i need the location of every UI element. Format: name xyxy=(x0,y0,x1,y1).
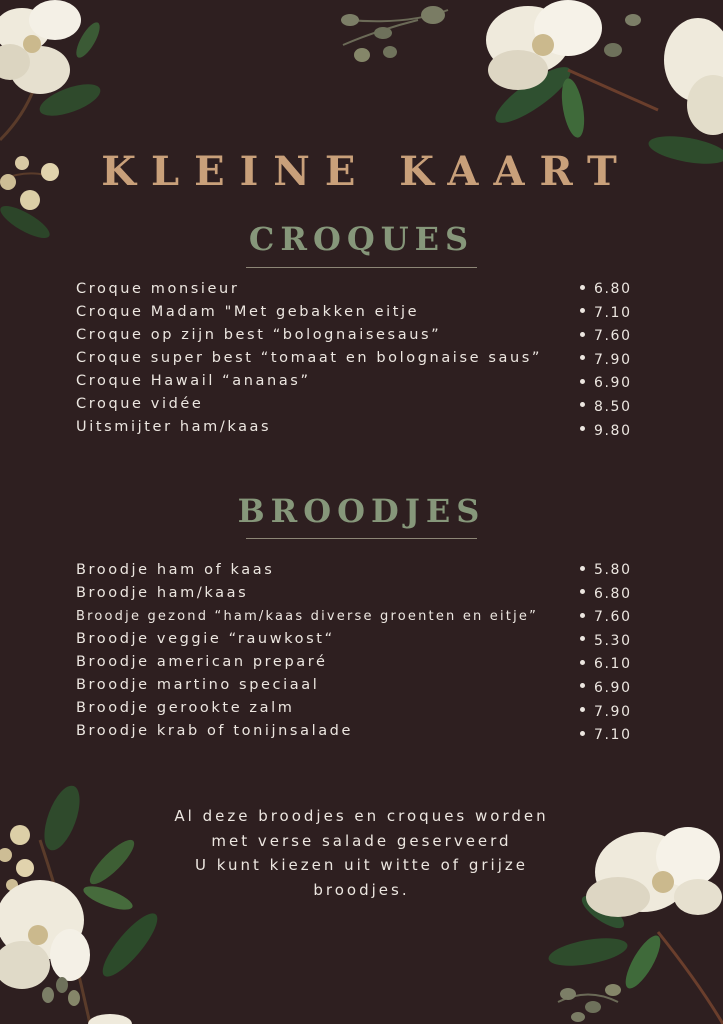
menu-item-name: Croque vidée xyxy=(76,396,204,412)
menu-item-name: Broodje gerookte zalm xyxy=(76,700,295,716)
croques-price-list xyxy=(580,278,632,443)
menu-item-price: 5.80 xyxy=(580,559,632,583)
menu-item-name: Croque op zijn best “bolognaisesaus” xyxy=(76,327,442,343)
menu-item-price: 6.90 xyxy=(580,677,632,701)
menu-item-price: 5.30 xyxy=(580,630,632,654)
eucalyptus-sprig-icon xyxy=(42,977,80,1006)
menu-item-name: Uitsmijter ham/kaas xyxy=(76,419,272,435)
menu-item-name: Croque monsieur xyxy=(76,281,240,297)
broodjes-item-list xyxy=(76,559,538,743)
green-leaf-icon xyxy=(95,907,160,984)
eucalyptus-sprig-icon xyxy=(558,984,621,1022)
menu-item-name: Broodje gezond “ham/kaas diverse groenten en eitje” xyxy=(76,609,539,624)
section-heading-croques: CROQUES xyxy=(248,220,475,258)
bullet-icon xyxy=(580,332,585,337)
bullet-icon xyxy=(580,426,585,431)
menu-item-name: Croque Madam "Met gebakken eitje xyxy=(76,304,420,320)
footer-note-line: met verse salade geserveerd xyxy=(211,831,512,850)
bullet-icon xyxy=(580,379,585,384)
section-heading-broodjes: BROODJES xyxy=(237,492,486,530)
bullet-icon xyxy=(580,683,585,688)
menu-item-price: 6.90 xyxy=(580,372,632,396)
menu-item-name: Broodje ham of kaas xyxy=(76,562,275,578)
magnolia-flower-icon xyxy=(0,0,81,94)
bullet-icon xyxy=(580,636,585,641)
bullet-icon xyxy=(580,707,585,712)
menu-item-price: 7.10 xyxy=(580,302,632,326)
menu-item-price: 7.10 xyxy=(580,724,632,748)
green-leaf-icon xyxy=(548,933,629,971)
bullet-icon xyxy=(580,355,585,360)
menu-item-price: 7.90 xyxy=(580,701,632,725)
menu-item-name: Broodje veggie “rauwkost“ xyxy=(76,631,335,647)
section-divider xyxy=(246,538,477,539)
magnolia-flower-icon xyxy=(664,18,723,135)
menu-item-price: 6.10 xyxy=(580,653,632,677)
bullet-icon xyxy=(580,613,585,618)
menu-item-name: Broodje ham/kaas xyxy=(76,585,249,601)
floral-decoration-top-left xyxy=(0,0,110,245)
bullet-icon xyxy=(580,731,585,736)
croques-item-list xyxy=(76,278,542,439)
bullet-icon xyxy=(580,285,585,290)
menu-item-price: 9.80 xyxy=(580,420,632,444)
menu-item-name: Broodje martino speciaal xyxy=(76,677,320,693)
broodjes-price-list xyxy=(580,559,632,748)
section-divider xyxy=(246,267,477,268)
footer-note-line: Al deze broodjes en croques worden xyxy=(174,807,549,825)
menu-item-name: Broodje american preparé xyxy=(76,654,328,670)
bullet-icon xyxy=(580,566,585,571)
menu-item-price: 6.80 xyxy=(580,583,632,607)
menu-item-price: 7.60 xyxy=(580,606,632,630)
bullet-icon xyxy=(580,589,585,594)
bullet-icon xyxy=(580,660,585,665)
menu-item-price: 7.60 xyxy=(580,325,632,349)
menu-item-price: 8.50 xyxy=(580,396,632,420)
menu-item-name: Croque Hawail “ananas” xyxy=(76,373,311,389)
menu-item-price: 7.90 xyxy=(580,349,632,373)
page-title: KLEINE KAART xyxy=(101,148,632,195)
bullet-icon xyxy=(580,402,585,407)
footer-note-line: broodjes. xyxy=(313,880,410,899)
menu-item-price: 6.80 xyxy=(580,278,632,302)
footer-note-line: U kunt kiezen uit witte of grijze xyxy=(195,856,528,874)
bullet-icon xyxy=(580,308,585,313)
menu-item-name: Broodje krab of tonijnsalade xyxy=(76,723,354,739)
footer-note xyxy=(0,804,723,902)
menu-item-name: Croque super best “tomaat en bolognaise saus” xyxy=(76,350,543,366)
green-leaf-icon xyxy=(619,931,666,993)
